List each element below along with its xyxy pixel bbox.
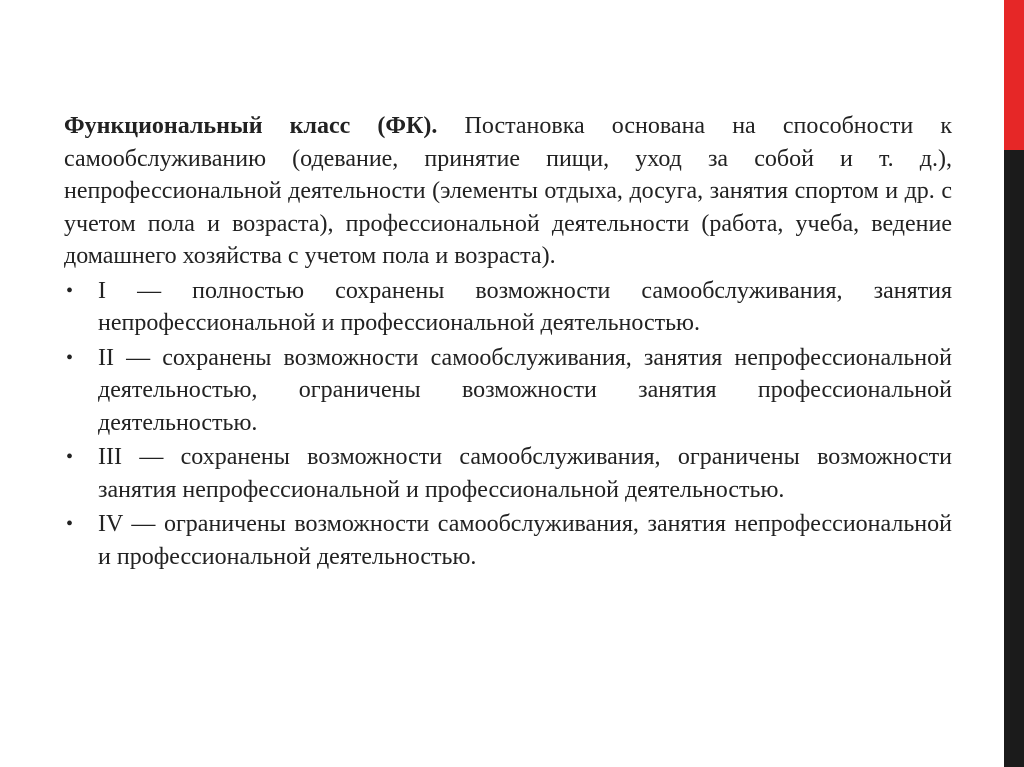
class-item-1 (64, 275, 952, 340)
accent-bar-dark (1004, 150, 1024, 767)
class-item-text: IV — ограничены возможности самообслуживания, занятия непрофессиональной и профессиональной деятельностью. (98, 511, 952, 570)
bullet-icon: • (66, 279, 74, 302)
bullet-icon: • (66, 513, 74, 535)
slide-content (64, 110, 952, 573)
intro-text: Постановка основана на способности к самообслуживанию (одевание, принятие пищи, уход за собой и т. д.), непрофессиональной деятельности (элементы отдыха, досуга, занятия спортом и др. с учетом пола и возраста), профессиональной деятельности (работа, учеба, ведение домашнего хозяйства с учетом пола и возраста). (64, 113, 953, 269)
class-item-text: II — сохранены возможности самообслуживания, занятия непрофессиональной деятельностью, ограничены возможности занятия профессиональной деятельностью. (98, 344, 952, 436)
class-item-4 (64, 508, 952, 573)
bullet-icon: • (66, 346, 74, 369)
accent-bar-red (1004, 0, 1024, 150)
class-item-text: III — сохранены возможности самообслуживания, ограничены возможности занятия непрофессиональной и профессиональной деятельностью. (98, 444, 952, 503)
class-item-2 (64, 342, 952, 440)
term-title: Функциональный класс (ФК). (64, 113, 438, 139)
intro-paragraph (64, 110, 952, 273)
class-item-text: I — полностью сохранены возможности самообслуживания, занятия непрофессиональной и профессиональной деятельностью. (98, 277, 952, 336)
bullet-icon: • (66, 446, 74, 468)
class-item-3 (64, 441, 952, 506)
functional-class-list (64, 275, 952, 574)
